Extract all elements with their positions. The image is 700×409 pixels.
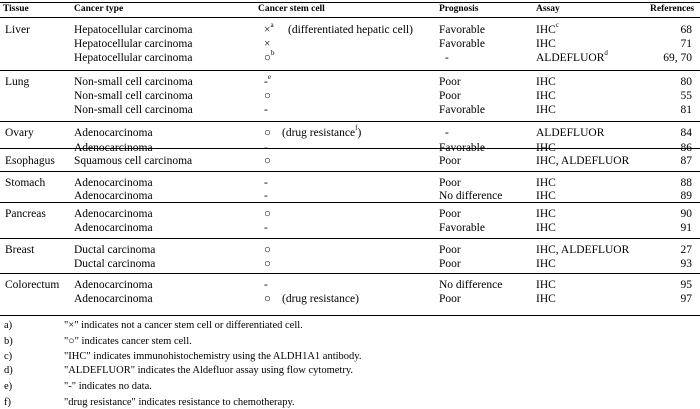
cell-prognosis: Favorable [439, 104, 485, 116]
csc-mark: ○ [264, 90, 271, 102]
cell-reference: 55 [680, 90, 692, 102]
cell-cancer-stem-cell [264, 190, 268, 203]
cell-prognosis: Poor [439, 258, 461, 270]
cell-assay: ALDEFLUOR$^d$ [536, 49, 608, 64]
cell-prognosis: Favorable [439, 142, 485, 154]
footnote-text: "drug resistance" indicates resistance to chemotherapy. [64, 397, 295, 408]
header-tissue: Tissue [3, 4, 29, 14]
cell-tissue: Ovary [5, 127, 34, 139]
footnote-marker: b [270, 49, 275, 58]
cell-cancer-stem-cell [264, 208, 271, 221]
cell-cancer-type: Non-small cell carcinoma [74, 104, 193, 116]
csc-mark: ○ [264, 155, 271, 167]
cell-prognosis: Poor [439, 76, 461, 88]
group-separator [0, 273, 700, 274]
cell-cancer-type: Adenocarcinoma [74, 279, 153, 291]
header-cancer-type: Cancer type [74, 4, 124, 14]
footnote-label: d) [4, 365, 13, 377]
cell-assay: ALDEFLUOR [536, 127, 605, 139]
cell-tissue: Breast [5, 244, 35, 256]
cell-reference: 95 [680, 279, 692, 291]
csc-mark: ○ [264, 293, 271, 305]
cell-cancer-type: Adenocarcinoma [74, 190, 153, 202]
group-separator [0, 171, 700, 172]
cell-reference: 90 [680, 208, 692, 220]
cell-reference: 86 [680, 142, 692, 154]
footnote-marker: a [270, 21, 274, 30]
header-assay: Assay [536, 4, 560, 14]
csc-mark: ○ [264, 52, 271, 64]
cell-reference: 97 [680, 293, 692, 305]
cell-prognosis: Favorable [439, 24, 485, 36]
cell-prognosis: Poor [439, 244, 461, 256]
cell-csc-note: (differentiated hepatic cell) [288, 24, 413, 36]
footnote-label: b) [4, 335, 13, 347]
cell-tissue: Colorectum [5, 279, 60, 291]
cell-assay: IHC, ALDEFLUOR [536, 155, 630, 167]
cell-assay: IHC [536, 90, 556, 102]
cell-reference: 87 [680, 155, 692, 167]
csc-mark: - [264, 279, 268, 291]
cell-prognosis: Poor [439, 177, 461, 189]
cell-cancer-stem-cell [264, 127, 271, 140]
cell-cancer-stem-cell [264, 177, 268, 190]
cell-reference: 71 [680, 38, 692, 50]
cell-assay: IHC [536, 222, 556, 234]
cell-cancer-stem-cell [264, 21, 274, 37]
csc-mark: - [264, 76, 268, 88]
cell-tissue: Pancreas [5, 208, 46, 220]
csc-mark: - [264, 104, 268, 116]
group-separator [0, 70, 700, 71]
csc-mark: ○ [264, 208, 271, 220]
cell-cancer-stem-cell [264, 293, 271, 306]
cell-cancer-type: Non-small cell carcinoma [74, 90, 193, 102]
cell-prognosis: Poor [439, 155, 461, 167]
cell-cancer-type: Adenocarcinoma [74, 293, 153, 305]
cell-cancer-stem-cell [264, 279, 268, 292]
csc-mark: - [264, 142, 268, 154]
csc-mark: ○ [264, 258, 271, 270]
cell-cancer-type: Adenocarcinoma [74, 177, 153, 189]
footnote-marker: f [355, 124, 358, 133]
cell-cancer-type: Ductal carcinoma [74, 244, 156, 256]
cell-cancer-type: Adenocarcinoma [74, 208, 153, 220]
cell-assay: IHC [536, 142, 556, 154]
footnote-text: "○" indicates cancer stem cell. [64, 335, 192, 347]
cell-cancer-stem-cell [264, 155, 271, 168]
footnote-label: e) [4, 381, 13, 393]
cell-reference: 91 [680, 222, 692, 234]
cell-prognosis: Poor [439, 90, 461, 102]
footnote-label: f) [4, 397, 11, 408]
cell-reference: 89 [680, 190, 692, 202]
cell-assay: IHC [536, 258, 556, 270]
cell-reference: 27 [680, 244, 692, 256]
cell-prognosis: Poor [439, 208, 461, 220]
cell-prognosis: No difference [439, 190, 503, 202]
cell-assay: IHC, ALDEFLUOR [536, 244, 630, 256]
csc-mark: ○ [264, 244, 271, 256]
cell-prognosis: No difference [439, 279, 503, 291]
group-separator [0, 238, 700, 239]
cell-reference: 88 [680, 177, 692, 189]
cell-cancer-stem-cell [264, 49, 275, 65]
csc-mark: - [264, 222, 268, 234]
cell-cancer-type: Non-small cell carcinoma [74, 76, 193, 88]
cell-cancer-stem-cell [264, 258, 271, 271]
footnote-text: "ALDEFLUOR" indicates the Aldefluor assay using flow cytometry. [64, 365, 354, 377]
cell-assay: IHC [536, 279, 556, 291]
csc-mark: ○ [264, 127, 271, 139]
cell-prognosis: - [445, 127, 449, 139]
cell-csc-note: (drug resistance$^f$) [282, 124, 362, 139]
cell-reference: 68 [680, 24, 692, 36]
cell-cancer-type: Squamous cell carcinoma [74, 155, 193, 167]
cell-assay: IHC [536, 38, 556, 50]
cell-cancer-type: Adenocarcinoma [74, 222, 153, 234]
cell-assay: IHC [536, 104, 556, 116]
cell-assay: IHC [536, 177, 556, 189]
cell-cancer-stem-cell [264, 142, 268, 155]
cell-tissue: Lung [5, 76, 30, 88]
footnote-text: "×" indicates not a cancer stem cell or differentiated cell. [64, 320, 303, 331]
csc-mark: × [264, 38, 271, 50]
footnote-label: a) [4, 320, 13, 331]
cell-prognosis: Poor [439, 293, 461, 305]
cell-assay: IHC [536, 208, 556, 220]
footnote-marker: e [267, 73, 271, 82]
header-references: References [650, 4, 695, 14]
cell-csc-note: (drug resistance) [282, 293, 359, 305]
cell-cancer-stem-cell [264, 38, 271, 51]
cell-cancer-type: Hepatocellular carcinoma [74, 24, 193, 36]
group-separator [0, 121, 700, 122]
cell-cancer-type: Adenocarcinoma [74, 142, 153, 154]
cell-reference: 80 [680, 76, 692, 88]
cell-assay: IHC$^c$ [536, 21, 559, 36]
cell-tissue: Esophagus [5, 155, 55, 167]
table-bottom-rule [0, 315, 700, 316]
cell-cancer-type: Hepatocellular carcinoma [74, 38, 193, 50]
header-cancer-stem-cell: Cancer stem cell [258, 4, 325, 14]
cell-cancer-stem-cell [264, 90, 271, 103]
footnote-marker: c [555, 21, 559, 30]
footnote-marker: d [604, 49, 608, 58]
footnote-text: "-" indicates no data. [64, 381, 152, 393]
csc-mark: - [264, 177, 268, 189]
cell-reference: 84 [680, 127, 692, 139]
header-prognosis: Prognosis [439, 4, 479, 14]
csc-mark: - [264, 190, 268, 202]
cell-prognosis: Favorable [439, 38, 485, 50]
cell-reference: 69, 70 [663, 52, 692, 64]
footnote-label: c) [4, 350, 13, 362]
footnote-text: "IHC" indicates immunohistochemistry using the ALDH1A1 antibody. [64, 350, 362, 362]
cell-cancer-stem-cell [264, 104, 268, 117]
cell-tissue: Liver [5, 24, 30, 36]
cell-assay: IHC [536, 293, 556, 305]
header-bottom-rule [0, 17, 700, 18]
cell-tissue: Stomach [5, 177, 46, 189]
cell-cancer-stem-cell [264, 244, 271, 257]
cell-cancer-stem-cell [264, 222, 268, 235]
cell-reference: 81 [680, 104, 692, 116]
cell-assay: IHC [536, 76, 556, 88]
cell-cancer-type: Ductal carcinoma [74, 258, 156, 270]
cell-cancer-type: Hepatocellular carcinoma [74, 52, 193, 64]
cell-prognosis: Favorable [439, 222, 485, 234]
table-top-rule [0, 2, 700, 3]
cell-prognosis: - [445, 52, 449, 64]
csc-mark: × [264, 24, 271, 36]
cell-cancer-stem-cell [264, 73, 271, 89]
cell-cancer-type: Adenocarcinoma [74, 127, 153, 139]
cell-reference: 93 [680, 258, 692, 270]
cell-assay: IHC [536, 190, 556, 202]
